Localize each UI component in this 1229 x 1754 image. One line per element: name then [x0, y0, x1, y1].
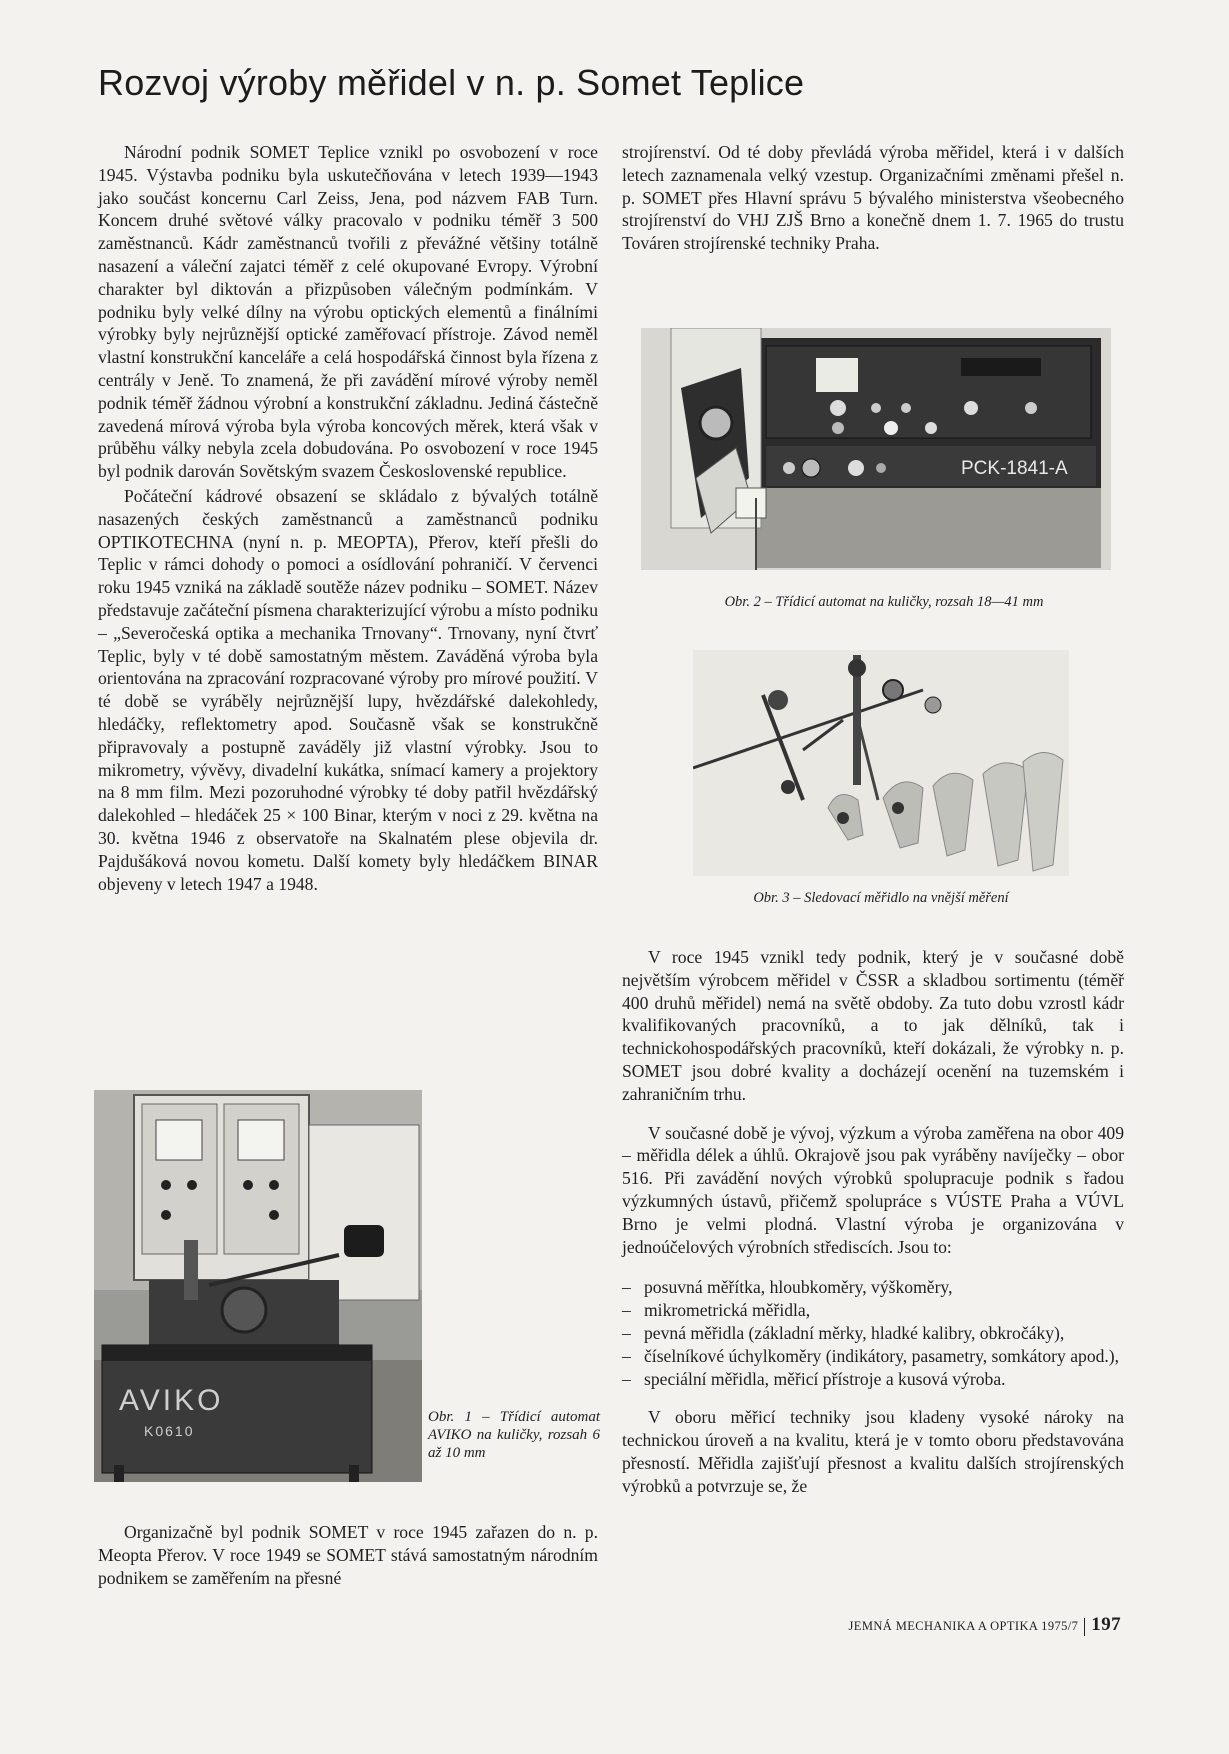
aviko-label: AVIKO: [119, 1384, 224, 1417]
paragraph: V oboru měřicí techniky jsou kladeny vysoké nároky na technickou úroveň a na kvalitu, která je v tomto oboru představována přesností. Měřidla zajišťují přesnost a kvalitu dalších strojírenských výrobků a potvrzuje se, že: [622, 1407, 1124, 1496]
journal-name: JEMNÁ MECHANIKA A OPTIKA 1975/7: [848, 1619, 1079, 1633]
paragraph: Národní podnik SOMET Teplice vznikl po osvobození v roce 1945. Výstavba podniku byla uskutečňována v letech 1939—1943 jako součást koncernu Carl Zeiss, Jena, pod názvem FAB Turn. Koncem druhé světové války pracovalo v podniku téměř 3 500 zaměstnanců. Kádr zaměstnanců tvořili z převážné většiny totálně nasazení a váleční zajatci téměř z celé okupované Evropy. Výrobní charakter byl diktován a přizpůsoben válečným podmínkám. V podniku byly velké dílny na výrobu optických elementů a finálními výrobky byly nejrůznější optické zaměřovací přístroje. Závod neměl vlastní konstrukční kanceláře a celá hospodářská činnost byla řízena z centrály v Jeně. To znamená, že při zavádění mírové výroby neměl podnik téměř žádnou výrobní a konstrukční základnu. Jediná částečně zavedená mírová výroba byla výroba koncových měrek, která však v průběhu války nebyla zcela dobudována. Po osvobození v roce 1945 byl podnik darován Sovětským svazem Československé republice.: [98, 142, 598, 482]
paragraph: strojírenství. Od té doby převládá výroba měřidel, která i v dalších letech zaznamenala velký vzestup. Organizačními změnami přešel n. p. SOMET přes Hlavní správu 5 bývalého ministerstva všeobecného strojírenství do VHJ ZJŠ Brno a konečně dnem 1. 7. 1965 do trustu Továren strojírenské techniky Praha.: [622, 142, 1124, 254]
paragraph: V současné době je vývoj, výzkum a výroba zaměřena na obor 409 – měřidla délek a úhlů. Okrajově jsou pak vyráběny navíječky – obor 516. Při zavádění nových výrobků spolupracuje podnik s řadou výzkumných ústavů, přičemž spolupráce s VÚSTE Praha a VÚVL Brno je velmi plodná. Vlastní výroba je organizována v jednoúčelových výrobních střediscích. Jsou to:: [622, 1122, 1124, 1257]
figure-3-photo: [693, 650, 1069, 876]
right-column-bottom: [622, 946, 1124, 1514]
left-column: [98, 141, 598, 897]
page-number: 197: [1091, 1614, 1121, 1635]
ball-sorter-image: [641, 328, 1111, 570]
paragraph: Organizačně byl podnik SOMET v roce 1945 zařazen do n. p. Meopta Přerov. V roce 1949 se SOMET stává samostatným národním podnikem se zaměřením na přesné: [98, 1522, 598, 1588]
figure-2-caption: Obr. 2 – Třídicí automat na kuličky, rozsah 18—41 mm: [724, 594, 1044, 610]
product-list: [622, 1276, 1124, 1390]
paragraph: V roce 1945 vznikl tedy podnik, který je v současné době největším výrobcem měřidel v ČSSR a skladbou sortimentu (téměř 400 druhů měřidel) nemá na světě obdoby. Za tuto dobu vzrostl kádr kvalifikovaných pracovníků, a to jak dělníků, tak i technickohospodářských pracovníků, kteří dokázali, že výrobky n. p. SOMET jsou dobré kvality a docházejí ocenění na tuzemském i zahraničním trhu.: [622, 947, 1124, 1104]
aviko-machine-image: [94, 1090, 422, 1482]
page-footer: [849, 1614, 1121, 1636]
figure-1-photo: [94, 1090, 422, 1482]
figure-2-photo: [641, 328, 1111, 570]
paragraph: Počáteční kádrové obsazení se skládalo z bývalých totálně nasazených českých zaměstnanců a zaměstnanců podniku OPTIKOTECHNA (nyní n. p. MEOPTA), Přerov, kteří přešli do Teplic v rámci dohody o pomoci a osídlování pohraničí. V červenci roku 1945 vzniká na základě soutěže název podniku – SOMET. Název představuje začáteční písmena charakterizující výrobu a místo podniku – „Severočeská optika a mechanika Trnovany“. Trnovany, nyní čtvrť Teplic, byly v té době samostatným městem. Zaváděná výroba byla orientována na zpracování rozpracované výroby pro mírové použití. V té době se vyráběly nejrůznější lupy, hvězdářské dalekohledy, hledáčky, reflektometry apod. Současně však se konstrukčně připravovaly a postupně zaváděly již vlastní výrobky. Jsou to mikrometry, vývěvy, divadelní kukátka, snímací kamery a projektory na 8 mm film. Mezi pozoruhodné výrobky té doby patřil hvězdářský dalekohled – hledáček 25 × 100 Binar, kterým v noci z 29. května na 30. května 1946 z observatoře na Skalnatém plese objevila dr. Pajdušáková novou kometu. Další komety byly hledáčkem BINAR objeveny v letech 1947 a 1948.: [98, 485, 598, 894]
figure-3-caption: Obr. 3 – Sledovací měřidlo na vnější měření: [753, 890, 1009, 906]
list-item: – posuvná měřítka, hloubkoměry, výškoměry,: [622, 1276, 1124, 1299]
list-item: – pevná měřidla (základní měrky, hladké kalibry, obkročáky),: [622, 1322, 1124, 1345]
right-column-top: [622, 141, 1124, 257]
list-item: – mikrometrická měřidla,: [622, 1299, 1124, 1322]
tracking-gauge-image: [693, 650, 1069, 876]
article-title: Rozvoj výroby měřidel v n. p. Somet Teplice: [98, 62, 805, 103]
figure-1-caption: Obr. 1 – Třídicí automat AVIKO na kuličky, rozsah 6 až 10 mm: [428, 1409, 600, 1461]
left-column-bottom: [98, 1521, 598, 1591]
list-item: – speciální měřidla, měřicí přístroje a kusová výroba.: [622, 1368, 1124, 1391]
device-plate-label: PCK-1841-A: [961, 458, 1068, 479]
list-item: – číselníkové úchylkoměry (indikátory, pasametry, somkátory apod.),: [622, 1345, 1124, 1368]
model-label: K0610: [144, 1423, 195, 1439]
